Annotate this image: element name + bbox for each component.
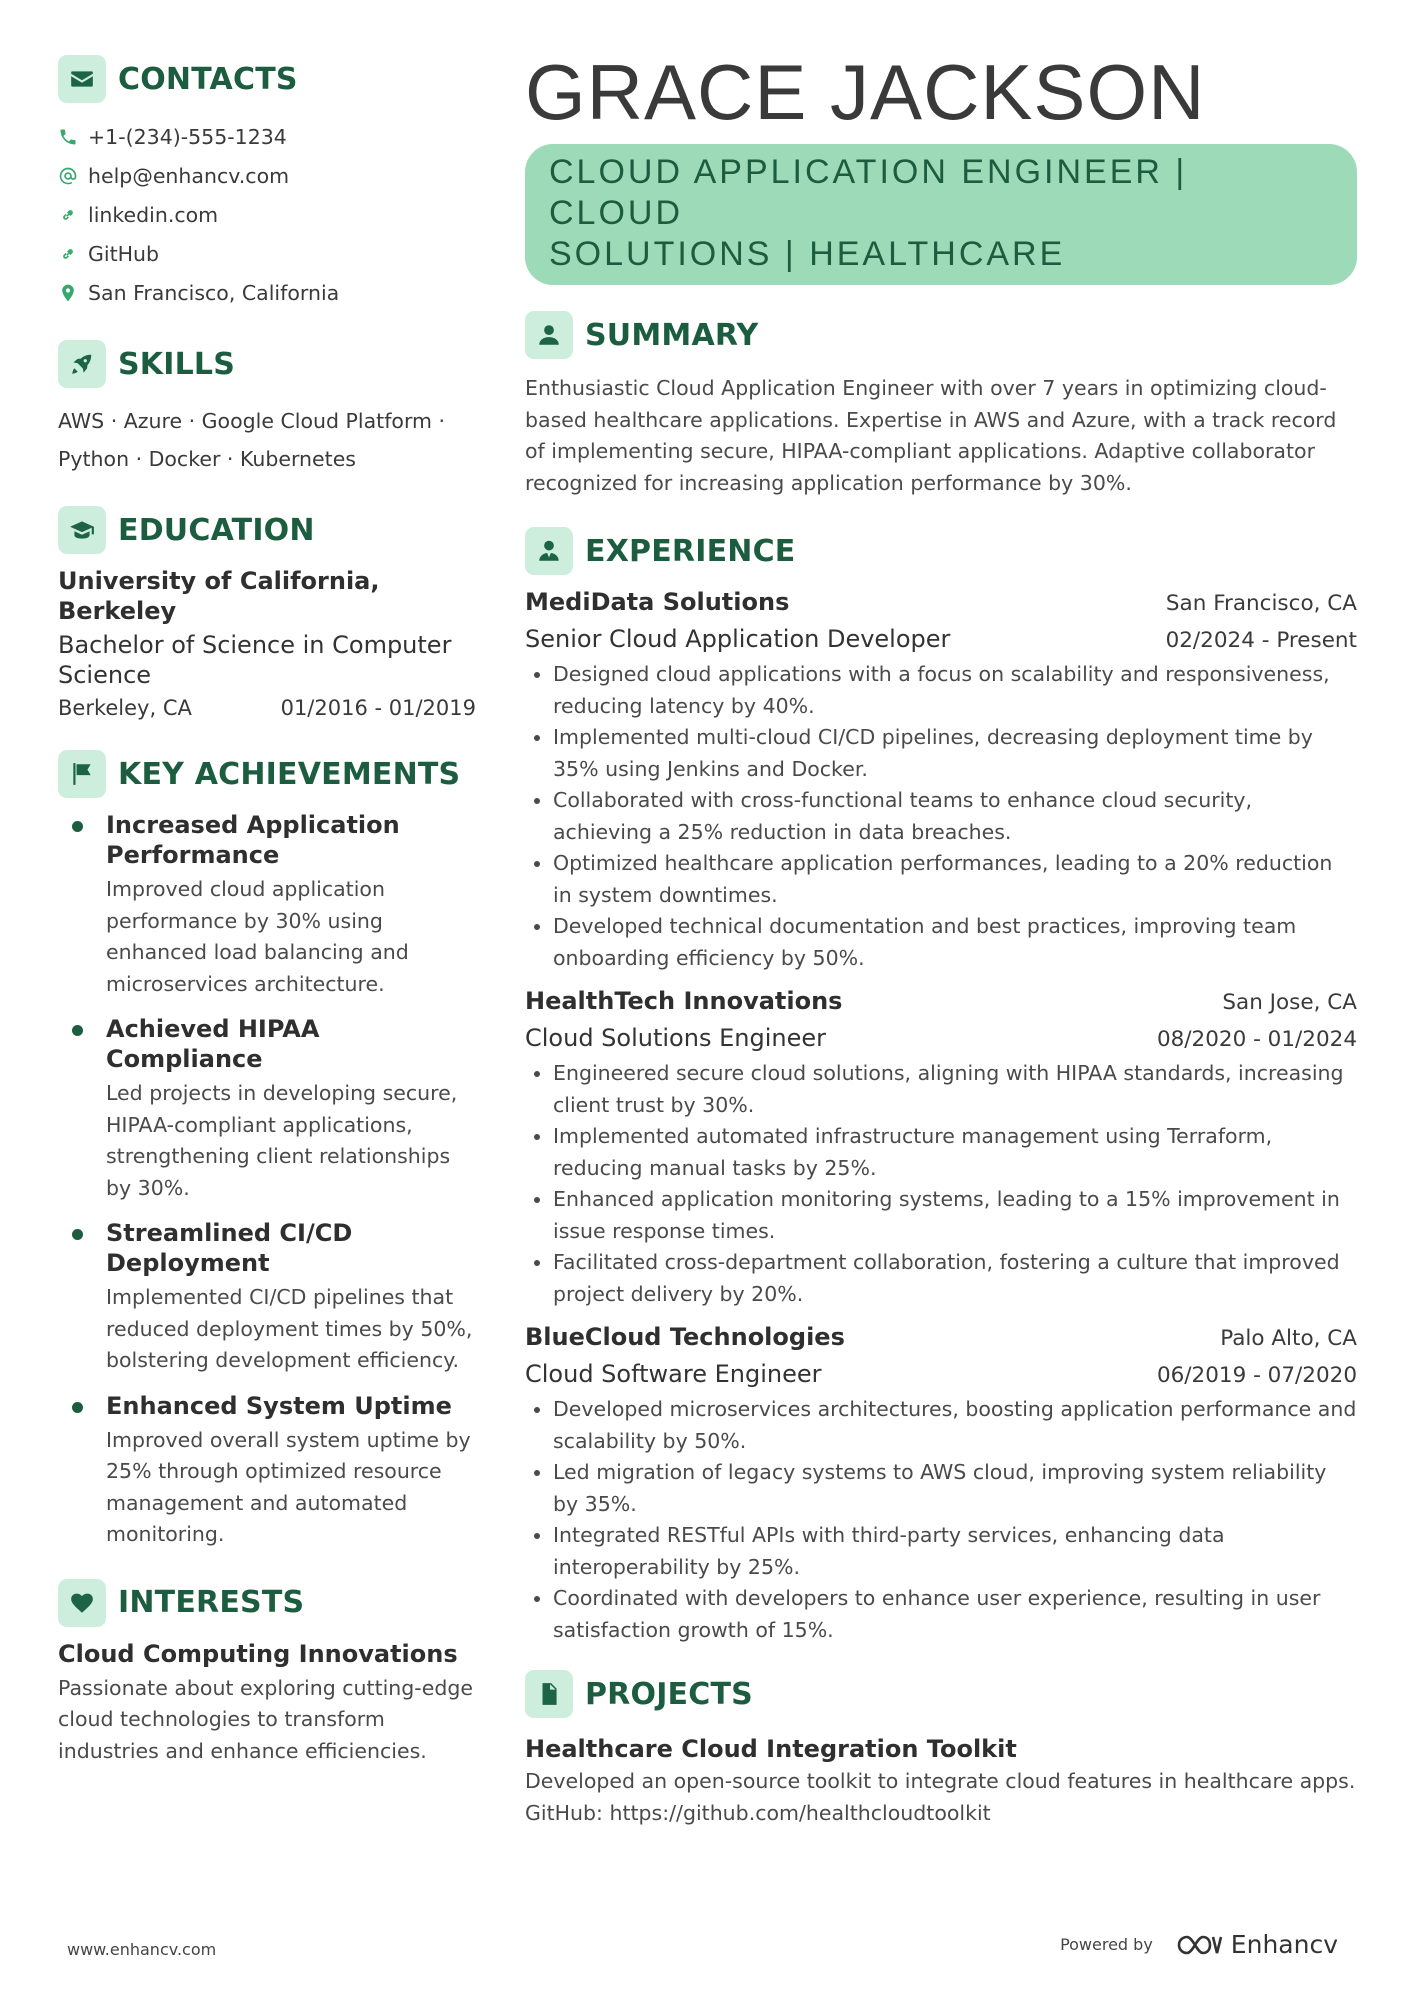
bullet-dot — [72, 1229, 83, 1240]
education-school: University of California, Berkeley — [58, 567, 380, 625]
job-location: San Jose, CA — [1222, 990, 1357, 1015]
education-degree: Bachelor of Science in Computer Science — [58, 631, 452, 689]
job-dates: 06/2019 - 07/2020 — [1156, 1363, 1357, 1388]
link-icon — [58, 244, 88, 264]
email-text[interactable]: help@enhancv.com — [88, 163, 290, 188]
achievement-item — [58, 1014, 476, 1204]
job-entry — [525, 1320, 1357, 1646]
achievement-title: Enhanced System Uptime — [106, 1391, 452, 1420]
skills-header — [58, 340, 476, 388]
title-line-1: CLOUD APPLICATION ENGINEER | CLOUD — [549, 153, 1188, 232]
phone-text: +1-(234)-555-1234 — [88, 124, 287, 149]
job-bullet: Optimized healthcare application performances, leading to a 20% reduction in system downtimes. — [525, 848, 1357, 911]
document-icon — [525, 1670, 573, 1718]
job-company: MediData Solutions — [525, 588, 790, 616]
candidate-name: GRACE JACKSON — [525, 48, 1206, 136]
job-bullet: Enhanced application monitoring systems, leading to a 15% improvement in issue response times. — [525, 1184, 1357, 1247]
left-column — [58, 55, 476, 1767]
job-bullet: Collaborated with cross-functional teams to enhance cloud security, achieving a 25% reduction in data breaches. — [525, 785, 1357, 848]
education-title: EDUCATION — [118, 512, 315, 548]
interests-title: INTERESTS — [118, 1585, 305, 1620]
skills-list — [58, 402, 476, 478]
job-bullet: Developed technical documentation and best practices, improving team onboarding efficiency by 50%. — [525, 911, 1357, 974]
graduation-cap-icon — [58, 506, 106, 554]
linkedin-text[interactable]: linkedin.com — [88, 202, 219, 227]
user-tie-icon — [525, 527, 573, 575]
experience-title: EXPERIENCE — [585, 533, 796, 569]
job-bullets — [525, 1058, 1357, 1310]
job-bullets — [525, 1394, 1357, 1646]
education-location: Berkeley, CA — [58, 696, 192, 720]
job-bullet: Led migration of legacy systems to AWS cloud, improving system reliability by 35%. — [525, 1457, 1357, 1520]
bullet-dot — [72, 821, 83, 832]
summary-text: Enthusiastic Cloud Application Engineer with over 7 years in optimizing cloud-based healthcare applications. Expertise in AWS and Azure, with a track record of implementing secure, HIPAA-compliant applications. Adaptive collaborator recognized for increasing application performance by 30%. — [525, 376, 1337, 495]
job-role: Senior Cloud Application Developer — [525, 625, 951, 653]
brand-name: Enhancv — [1230, 1930, 1338, 1959]
location-text: San Francisco, California — [88, 280, 340, 305]
phone-icon — [58, 127, 88, 147]
footer-branding — [1060, 1930, 1338, 1959]
achievement-item — [58, 1218, 476, 1377]
achievement-desc: Improved overall system uptime by 25% through optimized resource management and automated monitoring. — [106, 1427, 471, 1546]
job-company: HealthTech Innovations — [525, 987, 843, 1015]
contact-linkedin[interactable] — [58, 195, 476, 234]
interests-header — [58, 1579, 476, 1627]
job-subheader — [525, 1020, 1357, 1058]
job-header — [525, 984, 1357, 1020]
link-icon — [58, 205, 88, 225]
job-role: Cloud Solutions Engineer — [525, 1024, 826, 1052]
job-location: San Francisco, CA — [1165, 591, 1357, 616]
right-column — [525, 48, 1357, 1829]
job-bullet: Implemented automated infrastructure management using Terraform, reducing manual tasks by 25%. — [525, 1121, 1357, 1184]
job-subheader — [525, 1356, 1357, 1394]
experience-header — [525, 527, 1357, 575]
envelope-icon — [58, 55, 106, 103]
flag-icon — [58, 750, 106, 798]
map-pin-icon — [58, 283, 88, 303]
job-bullet: Engineered secure cloud solutions, aligning with HIPAA standards, increasing client trust by 30%. — [525, 1058, 1357, 1121]
bullet-dot — [72, 1025, 83, 1036]
education-meta — [58, 692, 476, 724]
project-title: Healthcare Cloud Integration Toolkit — [525, 1735, 1017, 1763]
contact-github[interactable] — [58, 234, 476, 273]
achievement-title: Achieved HIPAA Compliance — [106, 1015, 320, 1073]
enhancv-logo[interactable] — [1175, 1930, 1338, 1959]
job-bullet: Implemented multi-cloud CI/CD pipelines, decreasing deployment time by 35% using Jenkins and Docker. — [525, 722, 1357, 785]
skills-line-2: Python · Docker · Kubernetes — [58, 447, 356, 471]
title-line-2: SOLUTIONS | HEALTHCARE — [549, 235, 1066, 273]
job-entry — [525, 585, 1357, 974]
job-header — [525, 1320, 1357, 1356]
contacts-header — [58, 55, 476, 103]
bullet-dot — [72, 1402, 83, 1413]
job-header — [525, 585, 1357, 621]
powered-by-text: Powered by — [1060, 1935, 1153, 1954]
achievement-desc: Improved cloud application performance by 30% using enhanced load balancing and microservices architecture. — [106, 877, 409, 996]
contact-location — [58, 273, 476, 312]
job-bullet: Facilitated cross-department collaboration, fostering a culture that improved project delivery by 20%. — [525, 1247, 1357, 1310]
achievement-desc: Led projects in developing secure, HIPAA-compliant applications, strengthening client relationships by 30%. — [106, 1081, 458, 1200]
heart-icon — [58, 1579, 106, 1627]
job-title-banner — [525, 144, 1357, 285]
summary-title: SUMMARY — [585, 317, 759, 353]
contacts-list — [58, 117, 476, 312]
achievements-title: KEY ACHIEVEMENTS — [118, 756, 461, 792]
contact-email[interactable] — [58, 156, 476, 195]
job-bullets — [525, 659, 1357, 974]
github-text[interactable]: GitHub — [88, 241, 160, 266]
achievements-header — [58, 750, 476, 798]
job-bullet: Developed microservices architectures, boosting application performance and scalability by 50%. — [525, 1394, 1357, 1457]
skills-line-1: AWS · Azure · Google Cloud Platform · — [58, 409, 446, 433]
skills-title: SKILLS — [118, 346, 236, 382]
education-header — [58, 506, 476, 554]
achievement-item — [58, 810, 476, 1000]
project-link[interactable]: GitHub: https://github.com/healthcloudtoolkit — [525, 1800, 991, 1825]
contacts-title: CONTACTS — [118, 61, 298, 97]
achievement-desc: Implemented CI/CD pipelines that reduced deployment times by 50%, bolstering development efficiency. — [106, 1285, 473, 1372]
job-location: Palo Alto, CA — [1220, 1326, 1357, 1351]
footer-website[interactable]: www.enhancv.com — [67, 1940, 217, 1959]
interest-desc: Passionate about exploring cutting-edge cloud technologies to transform industries and enhance efficiencies. — [58, 1675, 473, 1763]
job-subheader — [525, 621, 1357, 659]
job-entry — [525, 984, 1357, 1310]
job-dates: 08/2020 - 01/2024 — [1156, 1027, 1357, 1052]
projects-header — [525, 1670, 1357, 1718]
achievement-item — [58, 1391, 476, 1551]
interest-title: Cloud Computing Innovations — [58, 1639, 458, 1668]
job-role: Cloud Software Engineer — [525, 1360, 822, 1388]
achievement-title: Streamlined CI/CD Deployment — [106, 1219, 353, 1277]
at-icon — [58, 166, 88, 186]
projects-title: PROJECTS — [585, 1676, 753, 1712]
contact-phone — [58, 117, 476, 156]
job-company: BlueCloud Technologies — [525, 1323, 845, 1351]
job-bullet: Integrated RESTful APIs with third-party services, enhancing data interoperability by 25%. — [525, 1520, 1357, 1583]
user-icon — [525, 311, 573, 359]
job-bullet: Designed cloud applications with a focus on scalability and responsiveness, reducing latency by 40%. — [525, 659, 1357, 722]
rocket-icon — [58, 340, 106, 388]
project-desc: Developed an open-source toolkit to integrate cloud features in healthcare apps. — [525, 1769, 1356, 1793]
job-bullet: Coordinated with developers to enhance user experience, resulting in user satisfaction growth of 15%. — [525, 1583, 1357, 1646]
summary-header — [525, 311, 1357, 359]
enhancv-logo-icon — [1175, 1932, 1223, 1958]
job-dates: 02/2024 - Present — [1165, 628, 1357, 653]
achievement-title: Increased Application Performance — [106, 811, 400, 869]
education-dates: 01/2016 - 01/2019 — [280, 696, 476, 720]
